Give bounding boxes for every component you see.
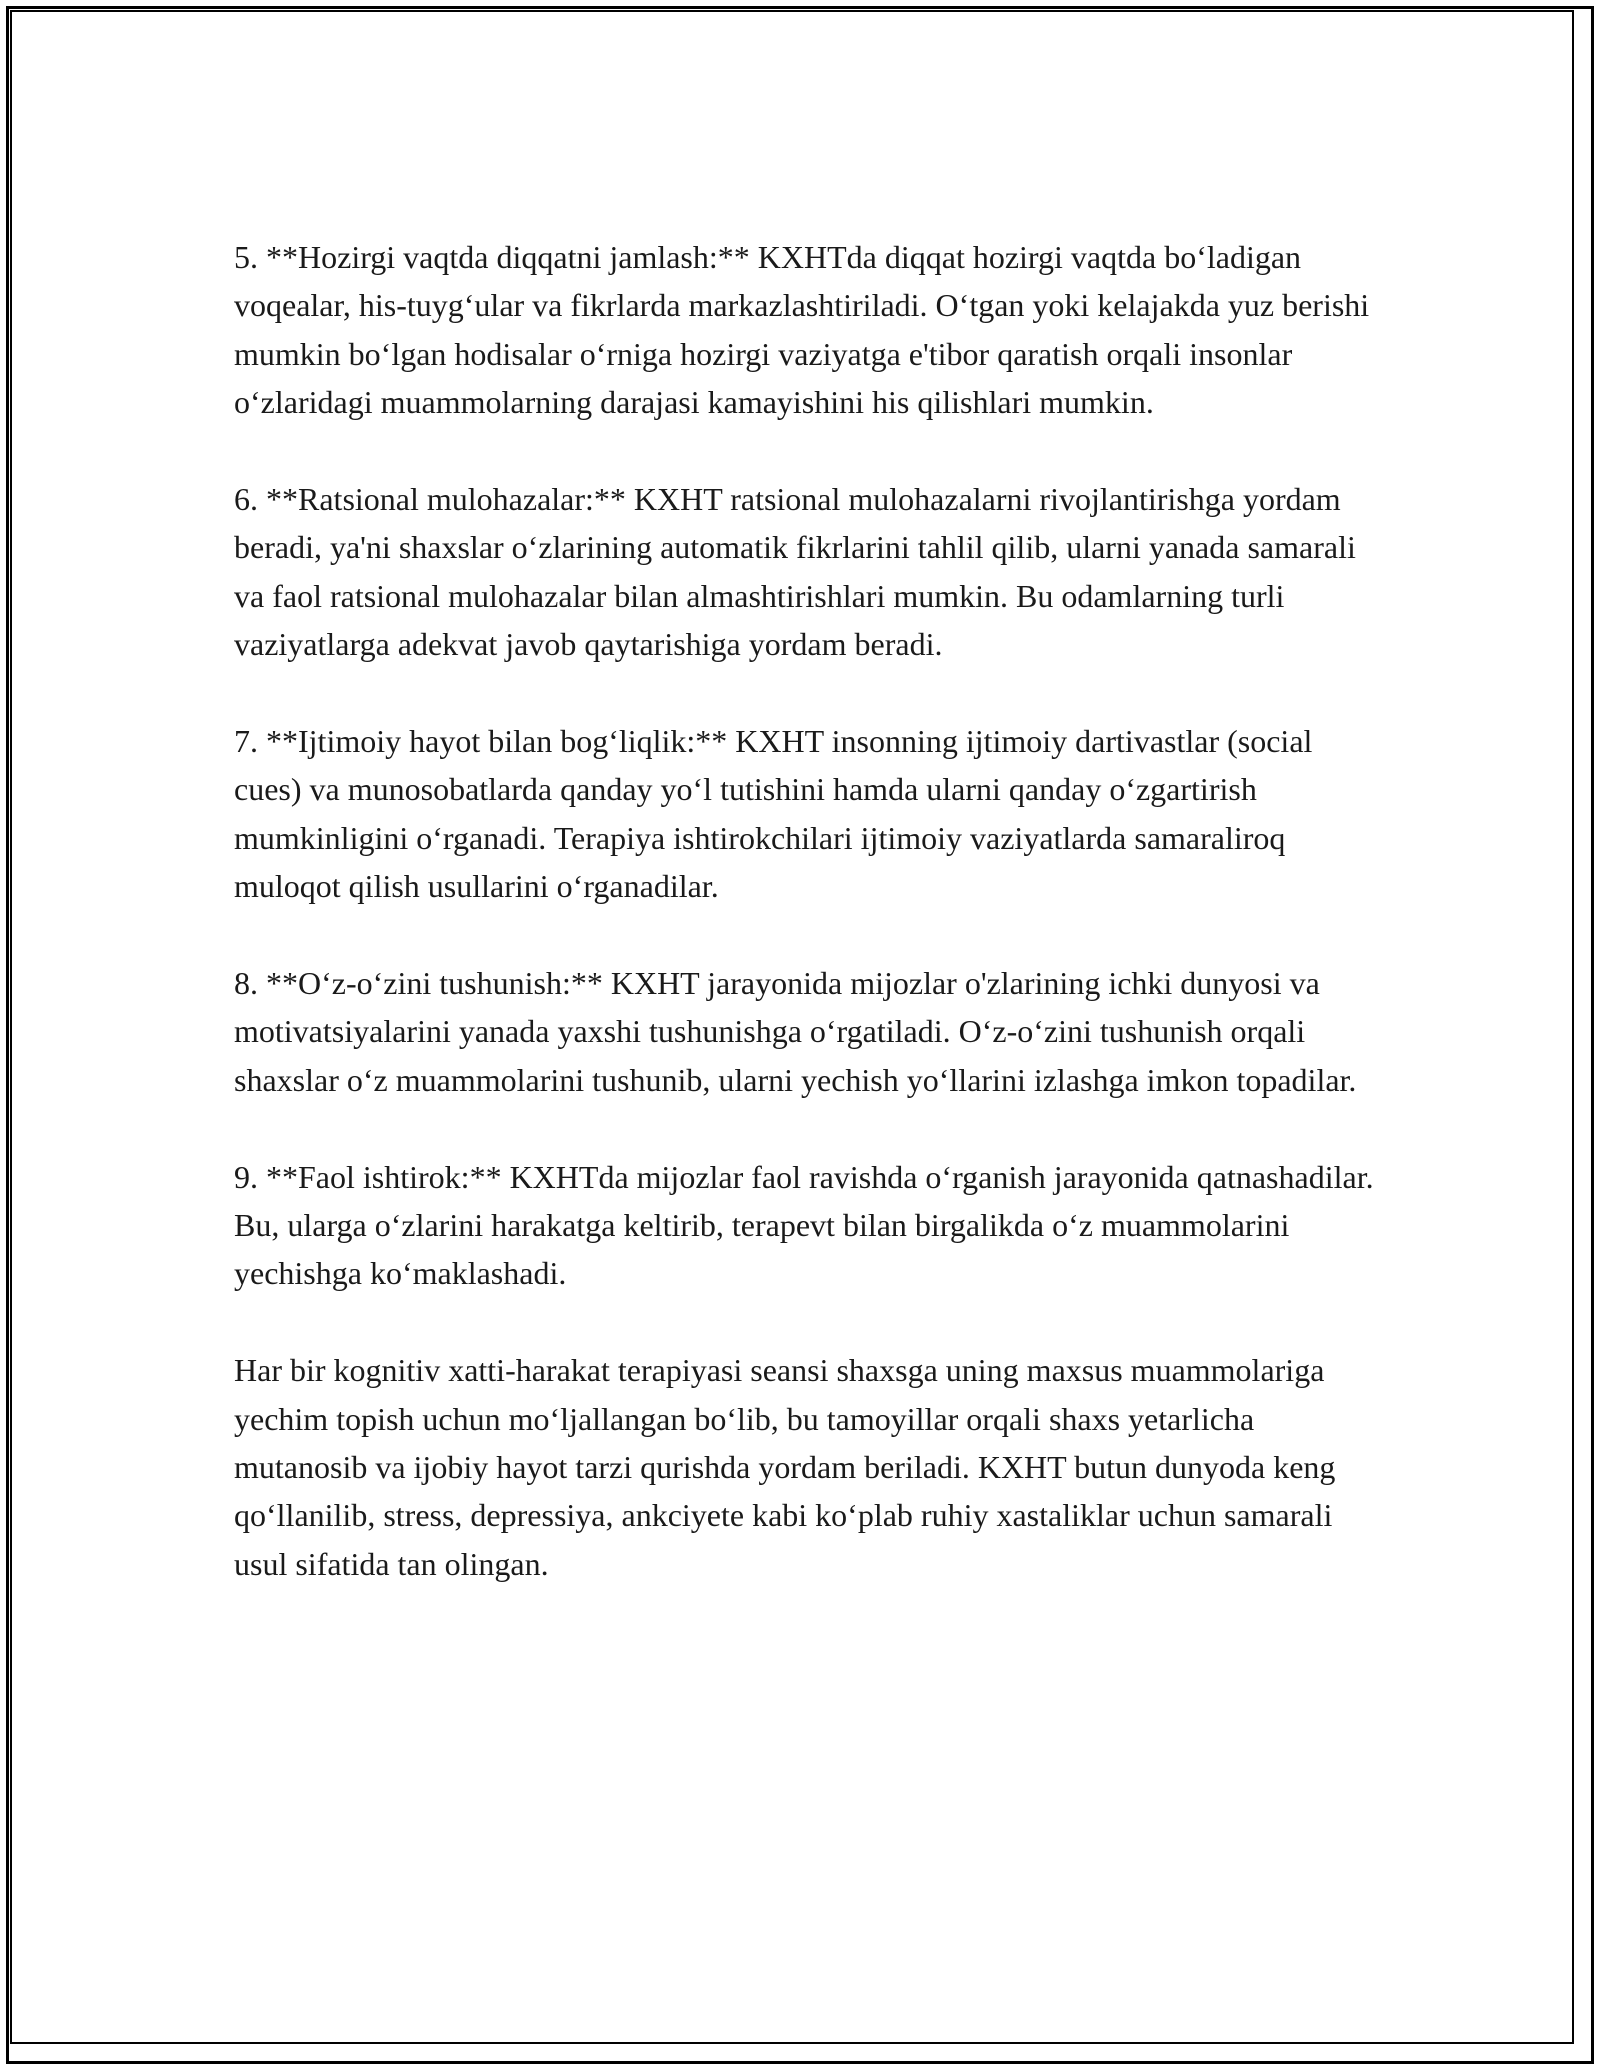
paragraph-point-8: 8. **O‘z-o‘zini tushunish:** KXHT jarayonida mijozlar o'zlarining ichki dunyosi va motivatsiyalarini yanada yaxshi tushunishga o‘rgatiladi. O‘z-o‘zini tushunish orqali shaxslar o‘z muammolarini tushunib, ularni yechish yo‘llarini izlashga imkon topadilar.: [234, 965, 1357, 1098]
paragraph-point-7: 7. **Ijtimoiy hayot bilan bog‘liqlik:** KXHT insonning ijtimoiy dartivastlar (social cues) va munosobatlarda qanday yo‘l tutishini hamda ularni qanday o‘zgartirish mumkinligini o‘rganadi. Terapiya ishtirokchilari ijtimoiy vaziyatlarda samaraliroq muloqot qilish usullarini o‘rganadilar.: [234, 723, 1313, 905]
paragraph-point-6: 6. **Ratsional mulohazalar:** KXHT ratsional mulohazalarni rivojlantirishga yordam beradi, ya'ni shaxslar o‘zlarining automatik fikrlarini tahlil qilib, ularni yanada samarali va faol ratsional mulohazalar bilan almashtirishlari mumkin. Bu odamlarning turli vaziyatlarga adekvat javob qaytarishiga yordam beradi.: [234, 481, 1356, 663]
document-body: [234, 233, 1374, 1588]
paragraph-point-9: 9. **Faol ishtirok:** KXHTda mijozlar faol ravishda o‘rganish jarayonida qatnashadilar. Bu, ularga o‘zlarini harakatga keltirib, terapevt bilan birgalikda o‘z muammolarini yechishga ko‘maklashadi.: [234, 1158, 1374, 1292]
paragraph-point-5: 5. **Hozirgi vaqtda diqqatni jamlash:** KXHTda diqqat hozirgi vaqtda bo‘ladigan voqealar, his-tuyg‘ular va fikrlarda markazlashtiriladi. O‘tgan yoki kelajakda yuz berishi mumkin bo‘lgan hodisalar o‘rniga hozirgi vaziyatga e'tibor qaratish orqali insonlar o‘zlaridagi muammolarning darajasi kamayishini his qilishlari mumkin.: [234, 239, 1370, 421]
paragraph-conclusion: Har bir kognitiv xatti-harakat terapiyasi seansi shaxsga uning maxsus muammolariga yechim topish uchun mo‘ljallangan bo‘lib, bu tamoyillar orqali shaxs yetarlicha mutanosib va ijobiy hayot tarzi qurishda yordam beriladi. KXHT butun dunyoda keng qo‘llanilib, stress, depressiya, ankciyete kabi ko‘plab ruhiy xastaliklar uchun samarali usul sifatida tan olingan.: [234, 1352, 1336, 1582]
